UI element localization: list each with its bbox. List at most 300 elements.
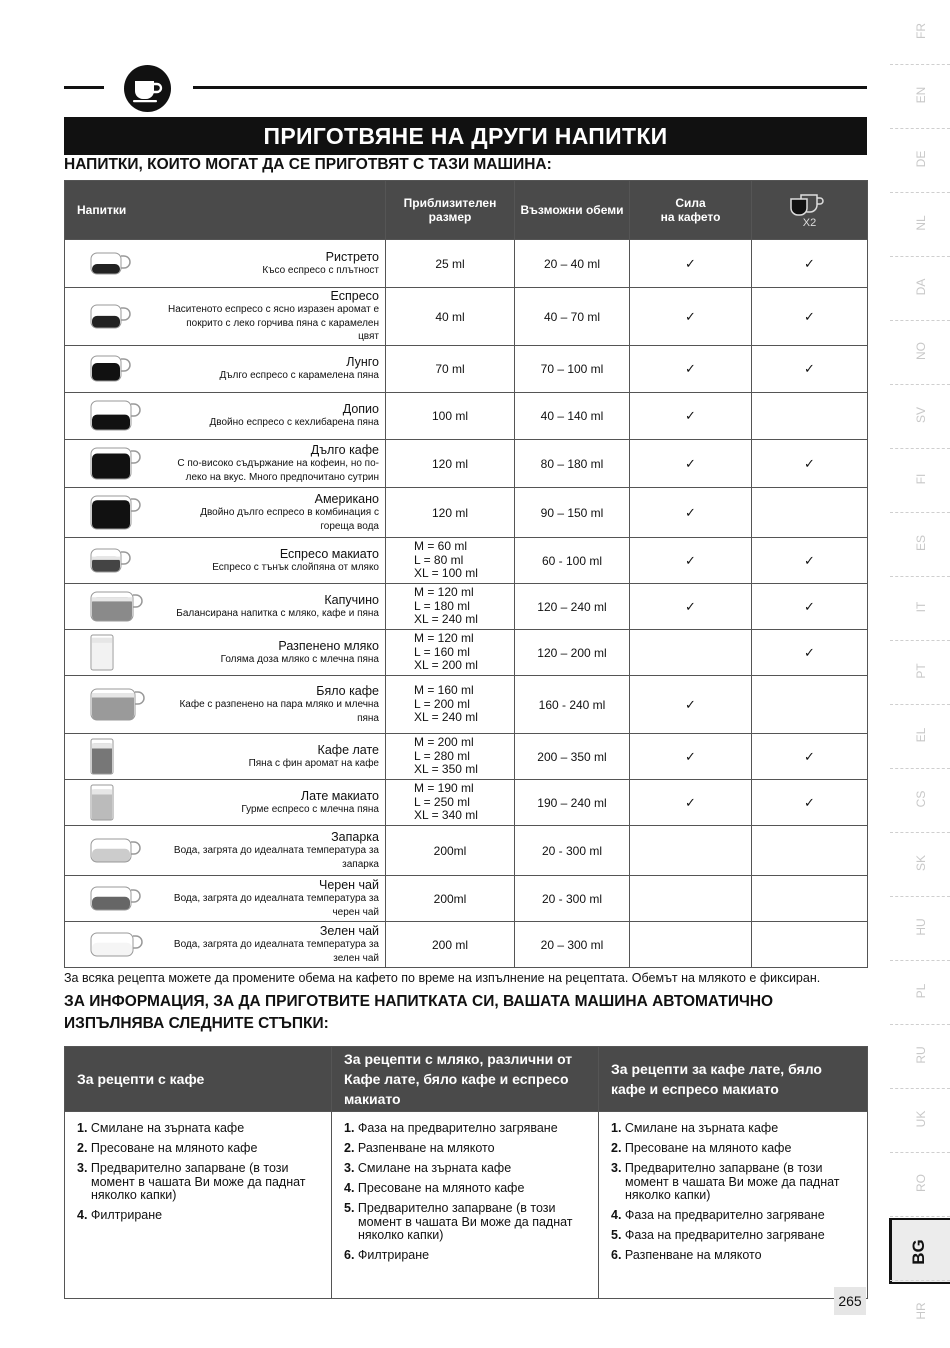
strength-cell bbox=[630, 538, 752, 584]
step-text: Фаза на предварително загряване bbox=[624, 1208, 825, 1222]
drinks-table bbox=[64, 180, 868, 968]
drink-description: Гурме еспресо с млечна пяна bbox=[241, 803, 379, 815]
header-size bbox=[386, 181, 515, 240]
drink-description: Еспресо с тънък слойпяна от мляко bbox=[212, 561, 379, 573]
double-cup-cell bbox=[752, 922, 868, 968]
steps-column-header: За рецепти с кафе bbox=[65, 1047, 332, 1112]
size-value: L = 280 ml bbox=[414, 748, 470, 763]
language-tab[interactable] bbox=[890, 472, 950, 486]
drink-description: Вода, загрята до идеалната температура за зелен чай bbox=[173, 939, 379, 964]
step-number: 3. bbox=[344, 1161, 358, 1175]
drink-size bbox=[386, 780, 515, 826]
language-tab[interactable] bbox=[890, 1048, 950, 1062]
drink-description: Голяма доза мляко с млечна пяна bbox=[220, 653, 379, 665]
strength-cell bbox=[630, 240, 752, 288]
drink-description: Пяна с фин аромат на кафе bbox=[248, 757, 379, 769]
size-value: M = 120 ml bbox=[414, 631, 474, 646]
language-tab[interactable] bbox=[890, 24, 950, 38]
strength-cell bbox=[630, 288, 752, 346]
step-text: Фаза на предварително загряване bbox=[624, 1228, 825, 1242]
drink-name-cell bbox=[65, 440, 386, 488]
language-separator bbox=[890, 64, 950, 65]
language-code: EN bbox=[914, 86, 928, 104]
steps-table-header bbox=[65, 1047, 868, 1112]
language-tab[interactable] bbox=[890, 792, 950, 806]
size-value: M = 160 ml bbox=[414, 683, 474, 698]
language-tab[interactable] bbox=[890, 280, 950, 294]
drink-name-cell bbox=[65, 393, 386, 440]
size-value: 120 ml bbox=[431, 505, 469, 520]
drink-volumes: 20 - 300 ml bbox=[515, 826, 630, 876]
size-value: L = 160 ml bbox=[414, 644, 470, 659]
header-rule-left bbox=[64, 86, 104, 89]
check-icon: ✓ bbox=[685, 598, 696, 614]
drink-cup-icon bbox=[89, 252, 131, 276]
language-code: RU bbox=[914, 1046, 928, 1064]
list-item bbox=[344, 1142, 586, 1156]
drink-description: Късо еспресо с плътност bbox=[262, 264, 379, 276]
drink-size bbox=[386, 630, 515, 676]
size-value: XL = 200 ml bbox=[414, 658, 478, 673]
language-code: SK bbox=[914, 855, 928, 872]
drink-name: Ристрето bbox=[325, 249, 379, 264]
header-double-cup bbox=[752, 181, 868, 240]
double-cup-cell bbox=[752, 734, 868, 780]
drink-volumes: 120 – 200 ml bbox=[515, 630, 630, 676]
language-tab[interactable] bbox=[890, 1112, 950, 1126]
size-value: M = 200 ml bbox=[414, 735, 474, 750]
strength-cell bbox=[630, 876, 752, 922]
check-icon: ✓ bbox=[804, 308, 815, 324]
language-tab[interactable] bbox=[890, 728, 950, 742]
step-number: 3. bbox=[77, 1161, 91, 1175]
language-separator bbox=[890, 1088, 950, 1089]
table-row bbox=[65, 288, 868, 346]
language-tab[interactable] bbox=[890, 664, 950, 678]
drink-volumes: 60 - 100 ml bbox=[515, 538, 630, 584]
check-icon: ✓ bbox=[685, 696, 696, 712]
check-icon: ✓ bbox=[685, 408, 696, 423]
drink-name: Еспресо макиато bbox=[279, 546, 379, 561]
step-number: 3. bbox=[611, 1161, 625, 1175]
double-cup-cell bbox=[752, 488, 868, 538]
drink-name-cell bbox=[65, 876, 386, 922]
double-cup-icon bbox=[788, 192, 832, 216]
language-code: ES bbox=[914, 535, 928, 552]
strength-cell bbox=[630, 922, 752, 968]
language-code: DA bbox=[914, 278, 928, 296]
header-strength bbox=[630, 181, 752, 240]
drink-name: Допио bbox=[342, 402, 379, 417]
drink-size bbox=[386, 240, 515, 288]
language-tab[interactable] bbox=[890, 408, 950, 422]
drink-description: С по-високо съдържание на кофеин, но по-леко на вкус. Много предпочитано сутрин bbox=[177, 458, 379, 483]
steps-heading: ЗА ИНФОРМАЦИЯ, ЗА ДА ПРИГОТВИТЕ НАПИТКАТА СИ, ВАШАТА МАШИНА АВТОМАТИЧНО ИЗПЪЛНЯВА СЛЕДНИТЕ СТЪПКИ: bbox=[64, 993, 774, 1032]
language-separator bbox=[890, 1216, 950, 1217]
size-value: XL = 350 ml bbox=[414, 762, 478, 777]
step-text: Предварително запарване (в този момент в чашата Ви може да паднат няколко капки) bbox=[624, 1161, 840, 1202]
step-number: 6. bbox=[344, 1248, 358, 1262]
x2-label: X2 bbox=[802, 216, 817, 229]
drink-name: Лате макиато bbox=[300, 788, 379, 803]
drink-name: Лунго bbox=[346, 355, 379, 370]
size-value: 200ml bbox=[433, 891, 467, 906]
language-code: PL bbox=[914, 983, 928, 999]
drink-name: Еспресо bbox=[330, 289, 379, 304]
table-row bbox=[65, 826, 868, 876]
header-size-line1: Приблизителен bbox=[403, 196, 497, 210]
table-row bbox=[65, 440, 868, 488]
check-icon: ✓ bbox=[804, 794, 815, 810]
check-icon: ✓ bbox=[804, 455, 815, 471]
drink-volumes: 20 – 300 ml bbox=[515, 922, 630, 968]
step-text: Филтриране bbox=[90, 1208, 163, 1222]
language-tab[interactable] bbox=[890, 1176, 950, 1190]
step-text: Пресоване на мляното кафе bbox=[624, 1141, 792, 1155]
drink-name-cell bbox=[65, 346, 386, 393]
drink-cup-icon bbox=[89, 634, 115, 672]
language-tab[interactable] bbox=[890, 1304, 950, 1318]
list-item bbox=[611, 1249, 855, 1263]
strength-cell bbox=[630, 584, 752, 630]
drink-cup-icon bbox=[89, 304, 131, 330]
double-cup-cell bbox=[752, 240, 868, 288]
table-row bbox=[65, 630, 868, 676]
list-item bbox=[611, 1209, 855, 1223]
list-item bbox=[611, 1229, 855, 1243]
language-separator bbox=[890, 1280, 950, 1281]
drink-name-cell bbox=[65, 826, 386, 876]
step-text: Разпенване на млякото bbox=[624, 1248, 762, 1262]
list-item bbox=[611, 1122, 855, 1136]
language-tab[interactable] bbox=[890, 984, 950, 998]
drink-description: Двойно дълго еспресо в комбинация с гореща вода bbox=[200, 507, 379, 532]
step-number: 5. bbox=[344, 1201, 358, 1215]
drink-description: Вода, загрята до идеалната температура за черен чай bbox=[173, 893, 379, 918]
step-number: 2. bbox=[77, 1141, 91, 1155]
list-item bbox=[344, 1202, 586, 1243]
check-icon: ✓ bbox=[685, 455, 696, 471]
drink-volumes: 120 – 240 ml bbox=[515, 584, 630, 630]
language-code: EL bbox=[914, 727, 928, 743]
drink-volumes: 160 - 240 ml bbox=[515, 676, 630, 734]
double-cup-cell bbox=[752, 826, 868, 876]
drink-name-cell bbox=[65, 630, 386, 676]
steps-column bbox=[599, 1112, 868, 1299]
step-number: 4. bbox=[77, 1208, 91, 1222]
coffee-cup-icon bbox=[124, 65, 171, 112]
steps-column-header: За рецепти за кафе лате, бяло кафе и еспресо макиато bbox=[599, 1047, 868, 1112]
check-icon: ✓ bbox=[804, 255, 815, 271]
size-value: 200ml bbox=[433, 843, 467, 858]
table-row bbox=[65, 488, 868, 538]
drink-size bbox=[386, 440, 515, 488]
step-number: 6. bbox=[611, 1248, 625, 1262]
drink-size bbox=[386, 393, 515, 440]
drink-name-cell bbox=[65, 240, 386, 288]
step-text: Филтриране bbox=[357, 1248, 430, 1262]
drink-cup-icon bbox=[89, 400, 141, 432]
drink-name: Американо bbox=[314, 492, 379, 506]
drink-cup-icon bbox=[89, 932, 143, 958]
language-tab[interactable] bbox=[890, 536, 950, 550]
drink-cup-icon bbox=[89, 886, 141, 912]
strength-cell bbox=[630, 734, 752, 780]
drink-size bbox=[386, 676, 515, 734]
page-number: 265 bbox=[834, 1287, 866, 1315]
double-cup-cell bbox=[752, 676, 868, 734]
volume-note: За всяка рецепта можете да промените обема на кафето по време на изпълнение на рецептата. Обемът на млякото е фиксиран. bbox=[64, 971, 821, 985]
drink-volumes: 20 – 40 ml bbox=[515, 240, 630, 288]
language-tab[interactable] bbox=[890, 600, 950, 614]
size-value: M = 60 ml bbox=[414, 539, 468, 554]
size-value: XL = 240 ml bbox=[414, 612, 478, 627]
language-separator bbox=[890, 576, 950, 577]
strength-cell bbox=[630, 393, 752, 440]
size-value: 70 ml bbox=[435, 362, 465, 376]
language-separator bbox=[890, 960, 950, 961]
language-separator bbox=[890, 384, 950, 385]
double-cup-cell bbox=[752, 584, 868, 630]
drink-cup-icon bbox=[89, 688, 145, 722]
strength-cell bbox=[630, 440, 752, 488]
step-number: 2. bbox=[611, 1141, 625, 1155]
size-value: L = 80 ml bbox=[414, 552, 464, 567]
step-text: Предварително запарване (в този момент в чашата Ви може да паднат няколко капки) bbox=[357, 1201, 573, 1242]
list-item bbox=[77, 1209, 319, 1223]
size-value: XL = 340 ml bbox=[414, 808, 478, 823]
check-icon: ✓ bbox=[685, 794, 696, 810]
list-item bbox=[344, 1249, 586, 1263]
check-icon: ✓ bbox=[685, 504, 696, 520]
table-row bbox=[65, 676, 868, 734]
header-strength-line2: на кафето bbox=[660, 210, 721, 224]
drink-volumes: 190 – 240 ml bbox=[515, 780, 630, 826]
language-code: SV bbox=[914, 407, 928, 424]
language-separator bbox=[890, 1152, 950, 1153]
list-item bbox=[344, 1162, 586, 1176]
language-code: HR bbox=[914, 1302, 928, 1320]
table-row bbox=[65, 538, 868, 584]
drink-cup-icon bbox=[89, 784, 115, 822]
drink-name-cell bbox=[65, 584, 386, 630]
header-rule-right bbox=[193, 86, 867, 89]
drinks-table-header bbox=[65, 181, 868, 240]
drink-volumes: 90 – 150 ml bbox=[515, 488, 630, 538]
strength-cell bbox=[630, 346, 752, 393]
language-tab[interactable] bbox=[890, 920, 950, 934]
drink-size bbox=[386, 922, 515, 968]
check-icon: ✓ bbox=[685, 361, 696, 376]
table-row bbox=[65, 346, 868, 393]
drink-volumes: 40 – 70 ml bbox=[515, 288, 630, 346]
list-item bbox=[611, 1142, 855, 1156]
list-item bbox=[344, 1182, 586, 1196]
drink-name: Разпенено мляко bbox=[278, 638, 379, 653]
check-icon: ✓ bbox=[804, 644, 815, 660]
language-code: HU bbox=[914, 918, 928, 936]
header-volumes: Възможни обеми bbox=[515, 181, 630, 240]
drink-name-cell bbox=[65, 288, 386, 346]
step-text: Пресоване на мляното кафе bbox=[90, 1141, 258, 1155]
strength-cell bbox=[630, 488, 752, 538]
step-number: 4. bbox=[611, 1208, 625, 1222]
check-icon: ✓ bbox=[685, 255, 696, 271]
drink-size bbox=[386, 584, 515, 630]
list-item bbox=[77, 1142, 319, 1156]
drink-size bbox=[386, 538, 515, 584]
drink-size bbox=[386, 488, 515, 538]
list-item bbox=[344, 1122, 586, 1136]
drink-name-cell bbox=[65, 488, 386, 538]
language-separator bbox=[890, 896, 950, 897]
table-row bbox=[65, 780, 868, 826]
size-value: 40 ml bbox=[435, 309, 465, 324]
double-cup-cell bbox=[752, 393, 868, 440]
size-value: XL = 240 ml bbox=[414, 710, 478, 725]
drink-volumes: 40 – 140 ml bbox=[515, 393, 630, 440]
size-value: L = 250 ml bbox=[414, 794, 470, 809]
drink-volumes: 80 – 180 ml bbox=[515, 440, 630, 488]
check-icon: ✓ bbox=[685, 552, 696, 568]
language-separator bbox=[890, 704, 950, 705]
language-tab[interactable] bbox=[890, 216, 950, 230]
drink-size bbox=[386, 734, 515, 780]
double-cup-cell bbox=[752, 630, 868, 676]
drink-size bbox=[386, 346, 515, 393]
step-number: 1. bbox=[611, 1121, 625, 1135]
step-text: Предварително запарване (в този момент в чашата Ви може да паднат няколко капки) bbox=[90, 1161, 306, 1202]
check-icon: ✓ bbox=[685, 748, 696, 764]
drink-volumes: 200 – 350 ml bbox=[515, 734, 630, 780]
table-row bbox=[65, 734, 868, 780]
check-icon: ✓ bbox=[804, 552, 815, 568]
language-tab[interactable] bbox=[890, 344, 950, 358]
page-title: ПРИГОТВЯНЕ НА ДРУГИ НАПИТКИ bbox=[64, 117, 867, 155]
language-separator bbox=[890, 640, 950, 641]
drink-description: Наситеното еспресо с ясно изразен аромат е покрито с леко горчива пяна с карамелен цвят bbox=[167, 304, 379, 343]
language-separator bbox=[890, 1024, 950, 1025]
double-cup-cell bbox=[752, 288, 868, 346]
drink-name: Запарка bbox=[331, 830, 379, 844]
strength-cell bbox=[630, 780, 752, 826]
double-cup-cell bbox=[752, 780, 868, 826]
list-item bbox=[77, 1162, 319, 1203]
steps-column bbox=[332, 1112, 599, 1299]
step-number: 1. bbox=[344, 1121, 358, 1135]
size-value: M = 190 ml bbox=[414, 781, 474, 796]
language-code: NO bbox=[914, 342, 928, 360]
language-code: NL bbox=[914, 215, 928, 231]
language-code: UK bbox=[914, 1110, 928, 1128]
language-code: DE bbox=[914, 150, 928, 168]
strength-cell bbox=[630, 676, 752, 734]
language-code: IT bbox=[914, 601, 928, 613]
language-code: PT bbox=[914, 663, 928, 679]
size-value: 25 ml bbox=[435, 256, 465, 271]
language-code: FI bbox=[914, 473, 928, 485]
language-tab[interactable] bbox=[890, 856, 950, 870]
drink-description: Балансирана напитка с мляко, кафе и пяна bbox=[176, 607, 379, 619]
step-text: Смилане на зърната кафе bbox=[357, 1161, 512, 1175]
language-tab[interactable] bbox=[890, 152, 950, 166]
drink-name-cell bbox=[65, 676, 386, 734]
header-strength-line1: Сила bbox=[675, 196, 706, 210]
drink-name-cell bbox=[65, 922, 386, 968]
drink-description: Вода, загрята до идеалната температура за запарка bbox=[173, 845, 379, 870]
double-cup-cell bbox=[752, 876, 868, 922]
language-separator bbox=[890, 448, 950, 449]
drink-name: Капучино bbox=[324, 592, 379, 607]
steps-column-header: За рецепти с мляко, различни от Кафе лате, бяло кафе и еспресо макиато bbox=[332, 1047, 599, 1112]
language-code: CS bbox=[914, 790, 928, 808]
language-separator bbox=[890, 832, 950, 833]
step-text: Фаза на предварително загряване bbox=[357, 1121, 558, 1135]
drink-description: Кафе с разпенено на пара мляко и млечна пяна bbox=[179, 699, 379, 724]
drink-description: Дълго еспресо с карамелена пяна bbox=[219, 370, 379, 382]
check-icon: ✓ bbox=[804, 361, 815, 376]
table-row bbox=[65, 240, 868, 288]
header-drinks: Напитки bbox=[65, 181, 386, 240]
check-icon: ✓ bbox=[804, 748, 815, 764]
table-row bbox=[65, 393, 868, 440]
size-value: 100 ml bbox=[431, 409, 469, 423]
strength-cell bbox=[630, 826, 752, 876]
step-text: Пресоване на мляното кафе bbox=[357, 1181, 525, 1195]
drink-volumes: 20 - 300 ml bbox=[515, 876, 630, 922]
step-number: 5. bbox=[611, 1228, 625, 1242]
language-tab-active[interactable] bbox=[889, 1218, 950, 1284]
drink-size bbox=[386, 288, 515, 346]
language-tab[interactable] bbox=[890, 88, 950, 102]
table-row bbox=[65, 922, 868, 968]
header-size-line2: размер bbox=[428, 210, 472, 224]
drink-name: Бяло кафе bbox=[316, 684, 379, 698]
drink-size bbox=[386, 876, 515, 922]
drink-name-cell bbox=[65, 538, 386, 584]
step-text: Разпенване на млякото bbox=[357, 1141, 495, 1155]
step-number: 4. bbox=[344, 1181, 358, 1195]
size-value: 200 ml bbox=[431, 937, 469, 952]
language-separator bbox=[890, 512, 950, 513]
drink-description: Двойно еспресо с кехлибарена пяна bbox=[209, 417, 379, 429]
language-code: FR bbox=[914, 23, 928, 39]
language-separator bbox=[890, 192, 950, 193]
drink-cup-icon bbox=[89, 447, 141, 481]
check-icon: ✓ bbox=[685, 308, 696, 324]
steps-table bbox=[64, 1046, 868, 1299]
strength-cell bbox=[630, 630, 752, 676]
double-cup-cell bbox=[752, 440, 868, 488]
language-separator bbox=[890, 256, 950, 257]
drink-name: Дълго кафе bbox=[310, 443, 379, 457]
steps-table-row bbox=[65, 1112, 868, 1299]
step-text: Смилане на зърната кафе bbox=[90, 1121, 245, 1135]
drink-cup-icon bbox=[89, 548, 131, 574]
table-row bbox=[65, 584, 868, 630]
double-cup-cell bbox=[752, 346, 868, 393]
language-separator bbox=[890, 768, 950, 769]
drink-cup-icon bbox=[89, 738, 115, 776]
language-separator bbox=[890, 128, 950, 129]
drink-volumes: 70 – 100 ml bbox=[515, 346, 630, 393]
step-number: 1. bbox=[77, 1121, 91, 1135]
size-value: L = 200 ml bbox=[414, 696, 470, 711]
list-item bbox=[611, 1162, 855, 1203]
drink-cup-icon bbox=[89, 495, 141, 531]
step-text: Смилане на зърната кафе bbox=[624, 1121, 779, 1135]
drink-name: Кафе лате bbox=[317, 742, 379, 757]
